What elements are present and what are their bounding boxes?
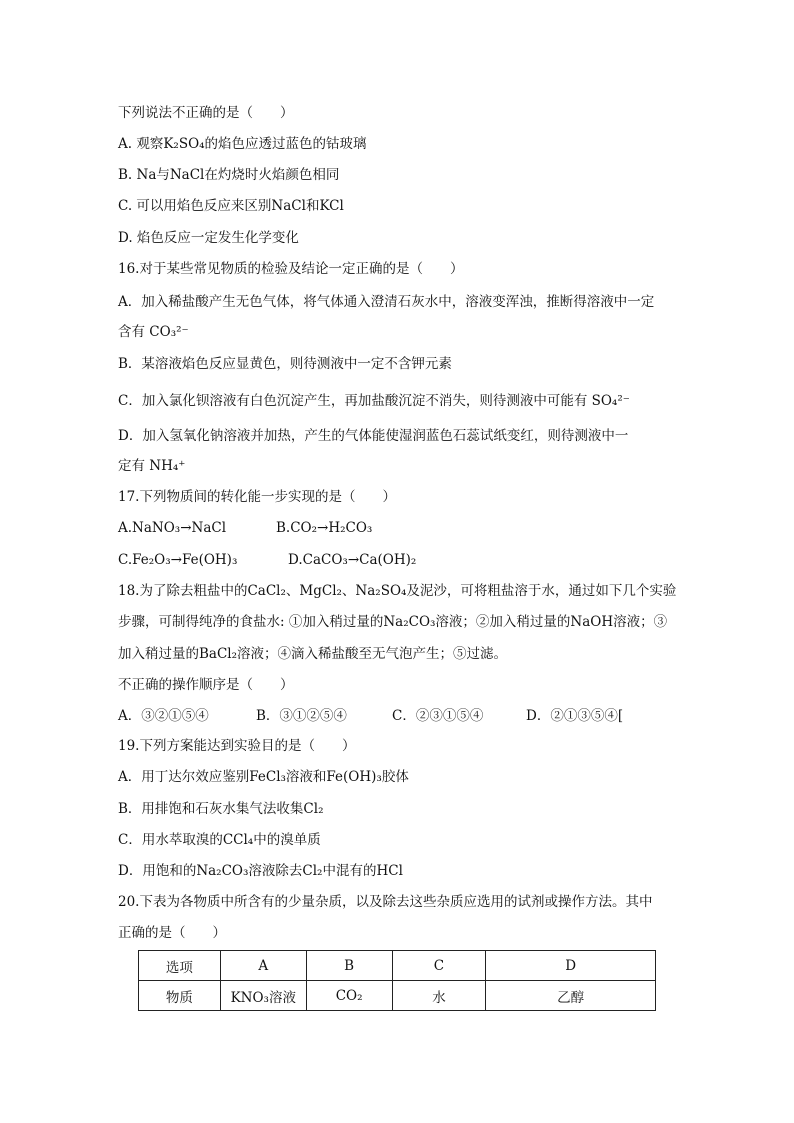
q20-line2: 正确的是（ ） (118, 925, 226, 941)
table-cell: A (220, 951, 306, 981)
q19-option-b: B．用排饱和石灰水集气法收集Cl₂ (118, 801, 324, 817)
q15-stem: 下列说法不正确的是（ ） (118, 105, 294, 121)
q17-option-b: B.CO₂→H₂CO₃ (276, 520, 373, 536)
q15-option-a: A. 观察K₂SO₄的焰色应透过蓝色的钴玻璃 (118, 136, 367, 152)
q17-option-a: A.NaNO₃→NaCl (118, 520, 227, 536)
table-cell: KNO₃溶液 (220, 981, 306, 1011)
q16-option-a-line1: A．加入稀盐酸产生无色气体，将气体通入澄清石灰水中，溶液变浑浊，推断得溶液中一定 (118, 294, 655, 310)
q18-line4: 不正确的操作顺序是（ ） (118, 677, 294, 693)
table-row (139, 981, 656, 1011)
q18-option-d: D．②①③⑤④[ (526, 708, 624, 724)
table-cell: D (486, 951, 656, 981)
q16-stem: 16.对于某些常见物质的检验及结论一定正确的是（ ） (118, 261, 464, 277)
q18-line2: 步骤，可制得纯净的食盐水: ①加入稍过量的Na₂CO₃溶液；②加入稍过量的NaOH溶液；③ (118, 614, 668, 630)
q16-option-b: B．某溶液焰色反应显黄色，则待测液中一定不含钾元素 (118, 356, 452, 372)
q18-option-c: C．②③①⑤④ (392, 708, 484, 724)
q15-option-b: B. Na与NaCl在灼烧时火焰颜色相同 (118, 167, 340, 183)
q20-line1: 20.下表为各物质中所含有的少量杂质，以及除去这些杂质应选用的试剂或操作方法。其中 (118, 894, 653, 910)
q18-line3: 加入稍过量的BaCl₂溶液；④滴入稀盐酸至无气泡产生；⑤过滤。 (118, 646, 508, 662)
q17-stem: 17.下列物质间的转化能一步实现的是（ ） (118, 489, 396, 505)
table-cell: 乙醇 (486, 981, 656, 1011)
table-header-row (139, 951, 656, 981)
q18-line1: 18.为了除去粗盐中的CaCl₂、MgCl₂、Na₂SO₄及泥沙，可将粗盐溶于水，通过如下几个实验 (118, 583, 677, 599)
q16-option-d-line1: D．加入氢氧化钠溶液并加热，产生的气体能使湿润蓝色石蕊试纸变红，则待测液中一 (118, 428, 629, 444)
q16-option-d-line2: 定有 NH₄⁺ (118, 458, 186, 474)
table-cell: 选项 (139, 951, 221, 981)
table-cell: B (306, 951, 392, 981)
q19-stem: 19.下列方案能达到实验目的是（ ） (118, 738, 356, 754)
q17-option-c: C.Fe₂O₃→Fe(OH)₃ (118, 552, 238, 568)
q16-option-a-line2: 含有 CO₃²⁻ (118, 324, 189, 340)
table-cell: 水 (392, 981, 486, 1011)
q17-option-d: D.CaCO₃→Ca(OH)₂ (288, 552, 417, 568)
q18-option-b: B．③①②⑤④ (256, 708, 347, 724)
q19-option-a: A．用丁达尔效应鉴别FeCl₃溶液和Fe(OH)₃胶体 (118, 769, 409, 785)
q19-option-c: C．用水萃取溴的CCl₄中的溴单质 (118, 832, 321, 848)
table-cell: C (392, 951, 486, 981)
q19-option-d: D．用饱和的Na₂CO₃溶液除去Cl₂中混有的HCl (118, 863, 403, 879)
q16-option-c: C．加入氯化钡溶液有白色沉淀产生，再加盐酸沉淀不消失，则待测液中可能有 SO₄²⁻ (118, 393, 630, 409)
q15-option-d: D. 焰色反应一定发生化学变化 (118, 230, 299, 246)
table-cell: 物质 (139, 981, 221, 1011)
table-cell: CO₂ (306, 981, 392, 1011)
impurity-table (138, 950, 656, 1011)
q15-option-c: C. 可以用焰色反应来区别NaCl和KCl (118, 198, 344, 214)
q18-option-a: A．③②①⑤④ (118, 708, 209, 724)
